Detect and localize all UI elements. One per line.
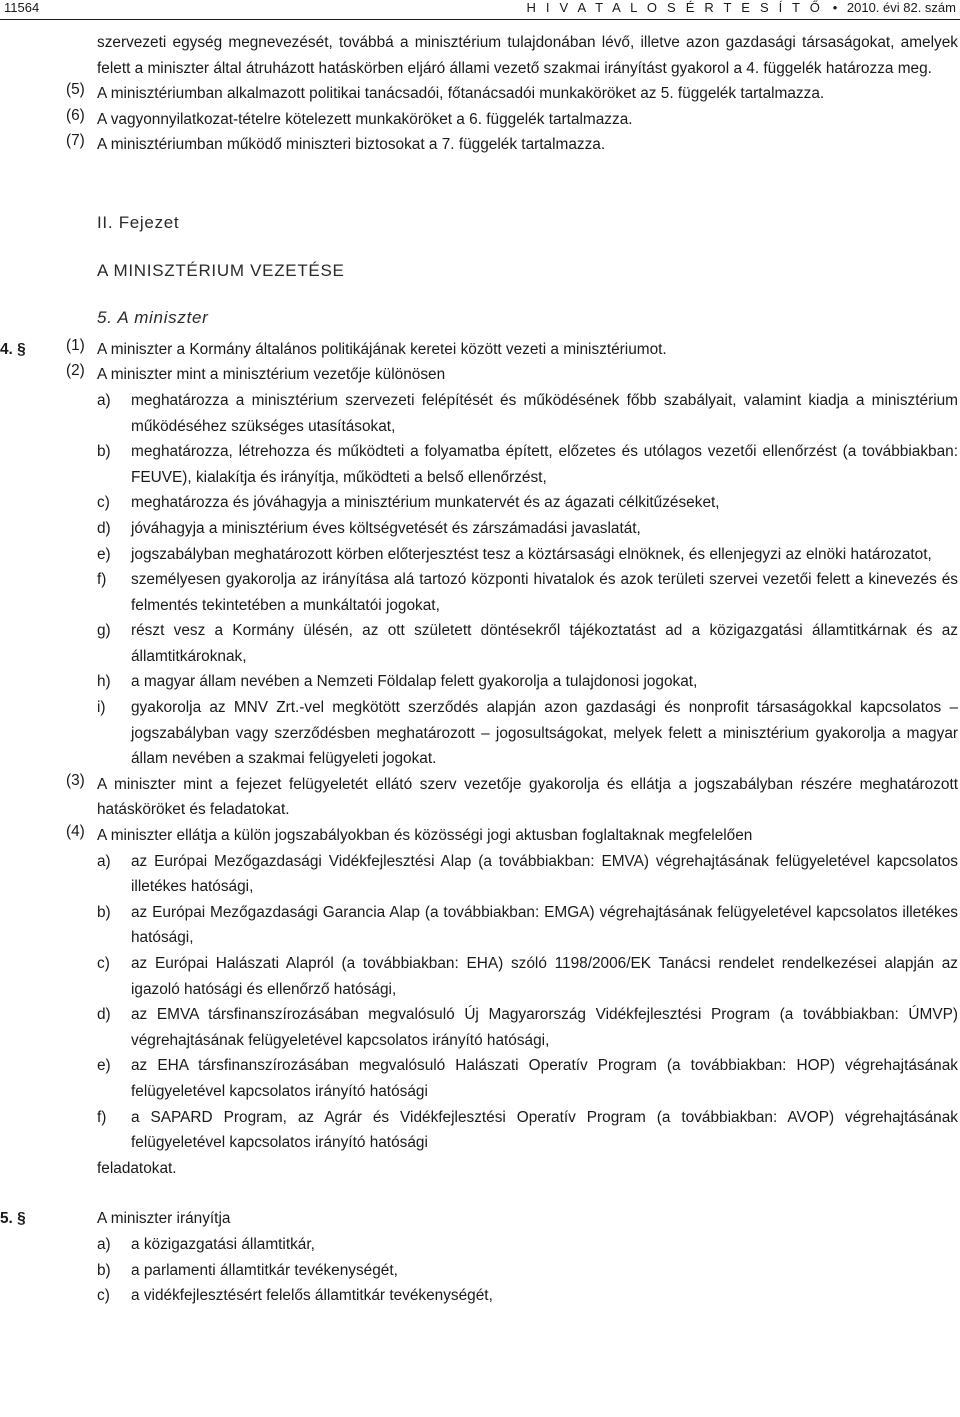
list-item	[0, 849, 960, 900]
list-item-letter: d)	[97, 1006, 111, 1024]
list-item-letter: f)	[97, 1108, 107, 1126]
s4-p4-closing: feladatokat.	[97, 1159, 177, 1177]
list-item	[0, 542, 960, 568]
list-item-letter: i)	[97, 699, 106, 717]
paragraph-number: (7)	[66, 132, 85, 150]
paragraph-5	[0, 81, 960, 107]
list-item-letter: b)	[97, 1261, 111, 1279]
list-item-letter: f)	[97, 571, 107, 589]
list-item	[0, 1002, 960, 1053]
s5-list	[0, 1232, 960, 1309]
paragraph-text: A minisztériumban alkalmazott politikai tanácsadói, főtanácsadói munkaköröket az 5. függelék tartalmazza.	[97, 85, 825, 103]
section-4	[0, 337, 960, 1182]
list-item-text: jogszabályban meghatározott körben előterjesztést tesz a köztársasági elnöknek, és ellenjegyzi az elnöki határozatot,	[131, 545, 932, 563]
paragraph-text: A minisztériumban működő miniszteri biztosokat a 7. függelék tartalmazza.	[97, 136, 606, 154]
list-item-text: gyakorolja az MNV Zrt.-vel megkötött szerződés alapján azon gazdasági és nonprofit társaságokkal kapcsolatos – jogszabályban vagy szerződésben meghatározott – jogosultságokat, melyek felett a minisztérium gyakorolja a magyar állam nevében a szakmai felügyeleti jogokat.	[131, 699, 958, 768]
paragraph-number: (1)	[66, 336, 85, 354]
list-item-text: a vidékfejlesztésért felelős államtitkár tevékenységét,	[131, 1287, 493, 1305]
s4-paragraph-1	[0, 337, 960, 363]
list-item-letter: d)	[97, 519, 111, 537]
journal-info	[526, 0, 956, 16]
list-item	[0, 695, 960, 772]
list-item-text: jóváhagyja a minisztérium éves költségvetését és zárszámadási javaslatát,	[131, 519, 641, 537]
list-item-letter: e)	[97, 545, 111, 563]
list-item-text: az Európai Mezőgazdasági Garancia Alap (a továbbiakban: EMGA) végrehajtásának felügyeletével kapcsolatos illetékes hatósági,	[131, 903, 958, 947]
paragraph-6	[0, 107, 960, 133]
header-rule	[0, 19, 960, 20]
list-item-letter: c)	[97, 494, 110, 512]
list-item-text: meghatározza, létrehozza és működteti a folyamatba épített, előzetes és utólagos vezetői ellenőrzést (a továbbiakban: FEUVE), kialakítja és irányítja, működteti a belső ellenőrzést,	[131, 443, 958, 486]
s4-paragraph-2	[0, 362, 960, 388]
list-item	[0, 439, 960, 490]
list-item-text: az Európai Halászati Alapról (a továbbiakban: EHA) szóló 1198/2006/EK Tanácsi rendelet rendelkezései alapján az igazoló hatósági és ellenőrző hatósági,	[131, 955, 958, 998]
paragraph-number: (4)	[66, 823, 85, 841]
list-item-text: a magyar állam nevében a Nemzeti Földalap felett gyakorolja a tulajdonosi jogokat,	[131, 673, 698, 691]
issue-label: 2010. évi 82. szám	[846, 0, 956, 15]
list-item	[0, 1053, 960, 1104]
section-5	[0, 1206, 960, 1308]
paragraph-text: A miniszter mint a minisztérium vezetője különösen	[97, 366, 446, 384]
paragraph-7	[0, 132, 960, 158]
document-body	[0, 30, 960, 1309]
paragraph-number: (2)	[66, 362, 85, 380]
list-item	[0, 490, 960, 516]
list-item-letter: c)	[97, 1287, 110, 1305]
paragraph-text: A vagyonnyilatkozat-tételre kötelezett munkaköröket a 6. függelék tartalmazza.	[97, 110, 633, 128]
list-item	[0, 1283, 960, 1309]
list-item-letter: h)	[97, 673, 111, 691]
list-item-text: személyesen gyakorolja az irányítása alá tartozó központi hivatalok és azok területi szervei vezetői felett a kinevezés és felmentés tekintetében a munkáltatói jogokat,	[131, 571, 958, 614]
journal-title: H I V A T A L O S É R T E S Í T Ő	[526, 0, 824, 15]
list-item	[0, 951, 960, 1002]
list-item-letter: b)	[97, 903, 111, 921]
paragraph-number: (3)	[66, 771, 85, 789]
list-item	[0, 516, 960, 542]
list-item-letter: a)	[97, 852, 111, 870]
list-item-letter: c)	[97, 955, 110, 972]
continued-paragraph: szervezeti egység megnevezését, továbbá a minisztérium tulajdonában lévő, illetve azon gazdasági társaságokat, amelyek felett a miniszter által átruházott hatáskörben eljáró állami vezető szakmai irányítást gyakorol a 4. függelék határozza meg.	[97, 34, 958, 77]
list-item-text: meghatározza és jóváhagyja a minisztérium munkatervét és az ágazati célkitűzéseket,	[131, 494, 720, 512]
section-label: 5. §	[0, 1210, 26, 1228]
list-item	[0, 618, 960, 669]
list-item	[0, 1105, 960, 1156]
s4-p4-list	[0, 849, 960, 1156]
list-item-letter: e)	[97, 1057, 111, 1075]
paragraph-text: A miniszter mint a fejezet felügyeletét ellátó szerv vezetője gyakorolja és ellátja a jogszabályban részére meghatározott hatásköröket és feladatokat.	[97, 775, 958, 819]
s4-paragraph-3	[0, 772, 960, 823]
list-item-text: a SAPARD Program, az Agrár és Vidékfejlesztési Operatív Program (a továbbiakban: AVOP) végrehajtásának felügyeletével kapcsolatos irányító hatósági	[131, 1108, 958, 1152]
s4-paragraph-4	[0, 823, 960, 849]
list-item	[0, 388, 960, 439]
list-item	[0, 669, 960, 695]
chapter-title: A MINISZTÉRIUM VEZETÉSE	[97, 260, 345, 280]
list-item-text: az Európai Mezőgazdasági Vidékfejlesztési Alap (a továbbiakban: EMVA) végrehajtásának felügyeletével kapcsolatos illetékes hatósági,	[131, 852, 958, 896]
list-item-text: az EMVA társfinanszírozásában megvalósuló Új Magyarország Vidékfejlesztési Program (a továbbiakban: ÚMVP) végrehajtásának felügyeletével kapcsolatos irányító hatósági,	[131, 1006, 958, 1049]
paragraph-text: A miniszter ellátja a külön jogszabályokban és közösségi jogi aktusban foglaltaknak megfelelően	[97, 827, 753, 845]
list-item-text: meghatározza a minisztérium szervezeti felépítését és működésének főbb szabályait, valamint kiadja a minisztérium működéséhez szükséges utasításokat,	[131, 391, 958, 435]
section-label: 4. §	[0, 340, 26, 358]
list-item-text: részt vesz a Kormány ülésén, az ott született döntésekről tájékoztatást ad a közigazgatási államtitkárnak és az államtitkároknak,	[131, 622, 958, 665]
paragraph-text: A miniszter a Kormány általános politikájának keretei között vezeti a minisztériumot.	[97, 340, 667, 358]
list-item-text: a parlamenti államtitkár tevékenységét,	[131, 1261, 398, 1279]
paragraph-number: (6)	[66, 106, 85, 124]
list-item	[0, 1232, 960, 1258]
page-number: 11564	[4, 0, 40, 15]
s5-intro: A miniszter irányítja	[97, 1210, 231, 1228]
paragraph-number: (5)	[66, 81, 85, 99]
list-item-letter: a)	[97, 391, 111, 409]
list-item	[0, 567, 960, 618]
list-item	[0, 1258, 960, 1284]
page-header	[0, 0, 960, 18]
list-item-text: a közigazgatási államtitkár,	[131, 1235, 315, 1253]
list-item-letter: a)	[97, 1235, 111, 1253]
separator-bullet: •	[832, 0, 838, 15]
chapter-number: II. Fejezet	[97, 212, 180, 232]
list-item	[0, 900, 960, 951]
list-item-letter: b)	[97, 443, 111, 461]
list-item-letter: g)	[97, 622, 111, 640]
section-subtitle: 5. A miniszter	[97, 308, 209, 328]
list-item-text: az EHA társfinanszírozásában megvalósuló Halászati Operatív Program (a továbbiakban: HOP) végrehajtásának felügyeletével kapcsolatos irányító hatósági	[131, 1057, 958, 1100]
s4-p2-list	[0, 388, 960, 772]
